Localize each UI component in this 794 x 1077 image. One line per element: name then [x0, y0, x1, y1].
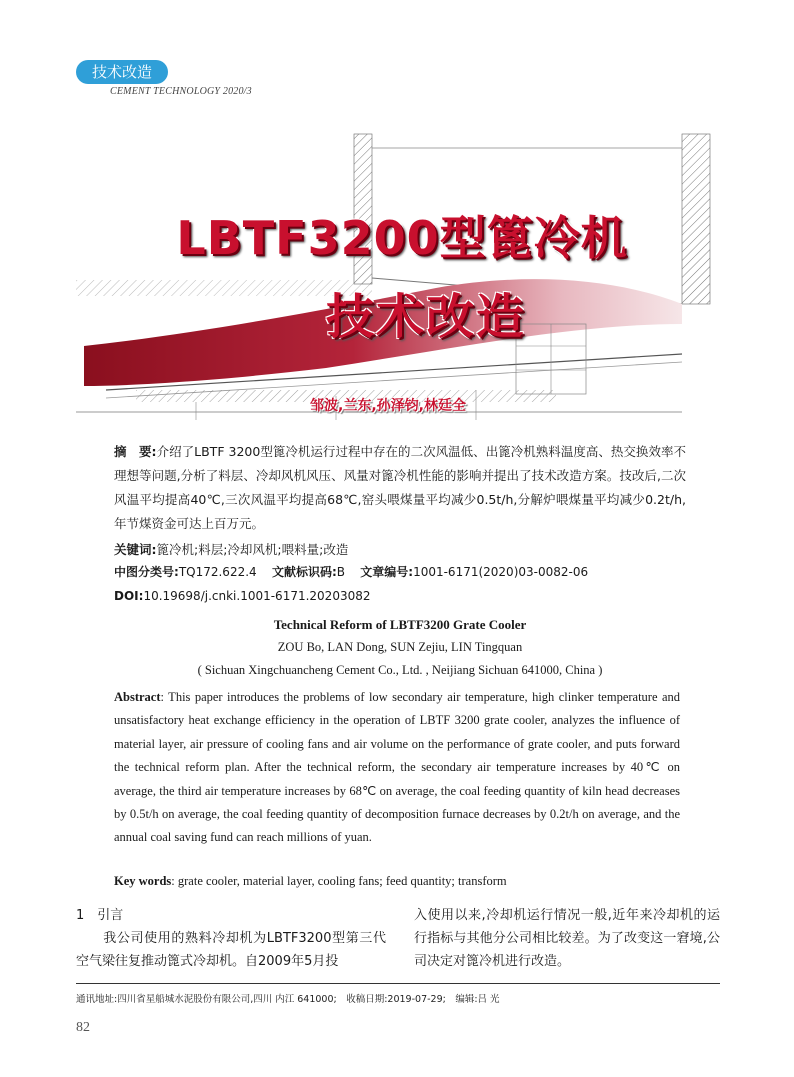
classification-line	[114, 560, 686, 584]
abstract-cn-text: 介绍了LBTF 3200型篦冷机运行过程中存在的二次风温低、出篦冷机熟料温度高、热交换效率不理想等问题,分析了料层、冷却风机风压、风量对篦冷机性能的影响并提出了技术改造方案。技改后,二次风温平均提高40℃,三次风温平均提高68℃,窑头喂煤量平均减少0.5t/h,分解炉喂煤量平均减少0.2t/h,年节煤资金可达上百万元。	[114, 444, 686, 531]
doi-label: DOI:	[114, 589, 144, 603]
abstract-cn-label: 摘 要:	[114, 444, 157, 459]
page-number: 82	[76, 1020, 90, 1035]
article-value: 1001-6171(2020)03-0082-06	[413, 565, 589, 579]
body-right-column	[414, 904, 720, 973]
footnote: 通讯地址:四川省星船城水泥股份有限公司,四川 内江 641000; 收稿日期:2019-07-29; 编辑:吕 光	[76, 994, 500, 1005]
class-label: 中图分类号:	[114, 565, 179, 579]
section-heading: 1 引言	[76, 908, 124, 923]
doc-value: B	[336, 565, 345, 579]
keywords-cn	[114, 538, 686, 562]
english-abstract-text: : This paper introduces the problems of low secondary air temperature, high clinker temperature and unsatisfactory heat exchange efficiency in the operation of LBTF 3200 grate cooler, analyzes the influence of material layer, air pressure of cooling fans and air volume on the performance of grate cooler, and puts forward the technical reform plan. After the technical reform, the secondary air temperature increases by 40℃ on average, the third air temperature increases by 68℃ on average, the coal feeding quantity of kiln head decreases by 0.5t/h on average, the coal feeding quantity of decomposition furnace decreases by 0.2t/h on average, and the annual coal saving fund can reach millions of yuan.	[114, 690, 680, 845]
authors-cn: 邹波,兰东,孙泽钧,林廷全	[310, 398, 466, 414]
english-keywords-text: : grate cooler, material layer, cooling fans; feed quantity; transform	[171, 874, 507, 888]
body-left-column	[76, 904, 386, 973]
keywords-cn-text: 篦冷机;料层;冷却风机;喂料量;改造	[156, 542, 349, 557]
doc-label: 文献标识码:	[271, 565, 337, 579]
keywords-cn-label: 关键词:	[114, 542, 157, 557]
doi-value: 10.19698/j.cnki.1001-6171.20203082	[143, 589, 371, 603]
article-label: 文章编号:	[360, 565, 414, 579]
english-affiliation: ( Sichuan Xingchuancheng Cement Co., Ltd. , Neijiang Sichuan 641000, China )	[197, 663, 603, 677]
title-line-1: LBTF3200型篦冷机	[176, 211, 628, 265]
section-tag: 技术改造	[76, 60, 168, 84]
title-banner	[76, 128, 716, 420]
cooler-illustration	[76, 128, 716, 420]
footnote-divider	[76, 983, 720, 984]
article-meta	[114, 560, 686, 608]
title-line-2: 技术改造	[325, 289, 526, 345]
body-left-text: 我公司使用的熟料冷却机为LBTF3200型第三代空气梁往复推动篦式冷却机。自2009年5月投	[76, 931, 386, 969]
abstract-cn	[114, 440, 686, 536]
english-title: Technical Reform of LBTF3200 Grate Cooler	[273, 617, 527, 632]
english-abstract-label: Abstract	[114, 690, 161, 704]
english-keywords	[114, 874, 680, 889]
english-abstract	[114, 686, 680, 850]
journal-header: CEMENT TECHNOLOGY 2020/3	[110, 86, 252, 97]
english-authors: ZOU Bo, LAN Dong, SUN Zejiu, LIN Tingquan	[277, 640, 523, 654]
class-value: TQ172.622.4	[178, 565, 257, 579]
doi-line	[114, 584, 686, 608]
english-keywords-label: Key words	[114, 874, 172, 888]
body-right-text: 入使用以来,冷却机运行情况一般,近年来冷却机的运行指标与其他分公司相比较差。为了改变这一窘境,公司决定对篦冷机进行改造。	[414, 908, 720, 969]
